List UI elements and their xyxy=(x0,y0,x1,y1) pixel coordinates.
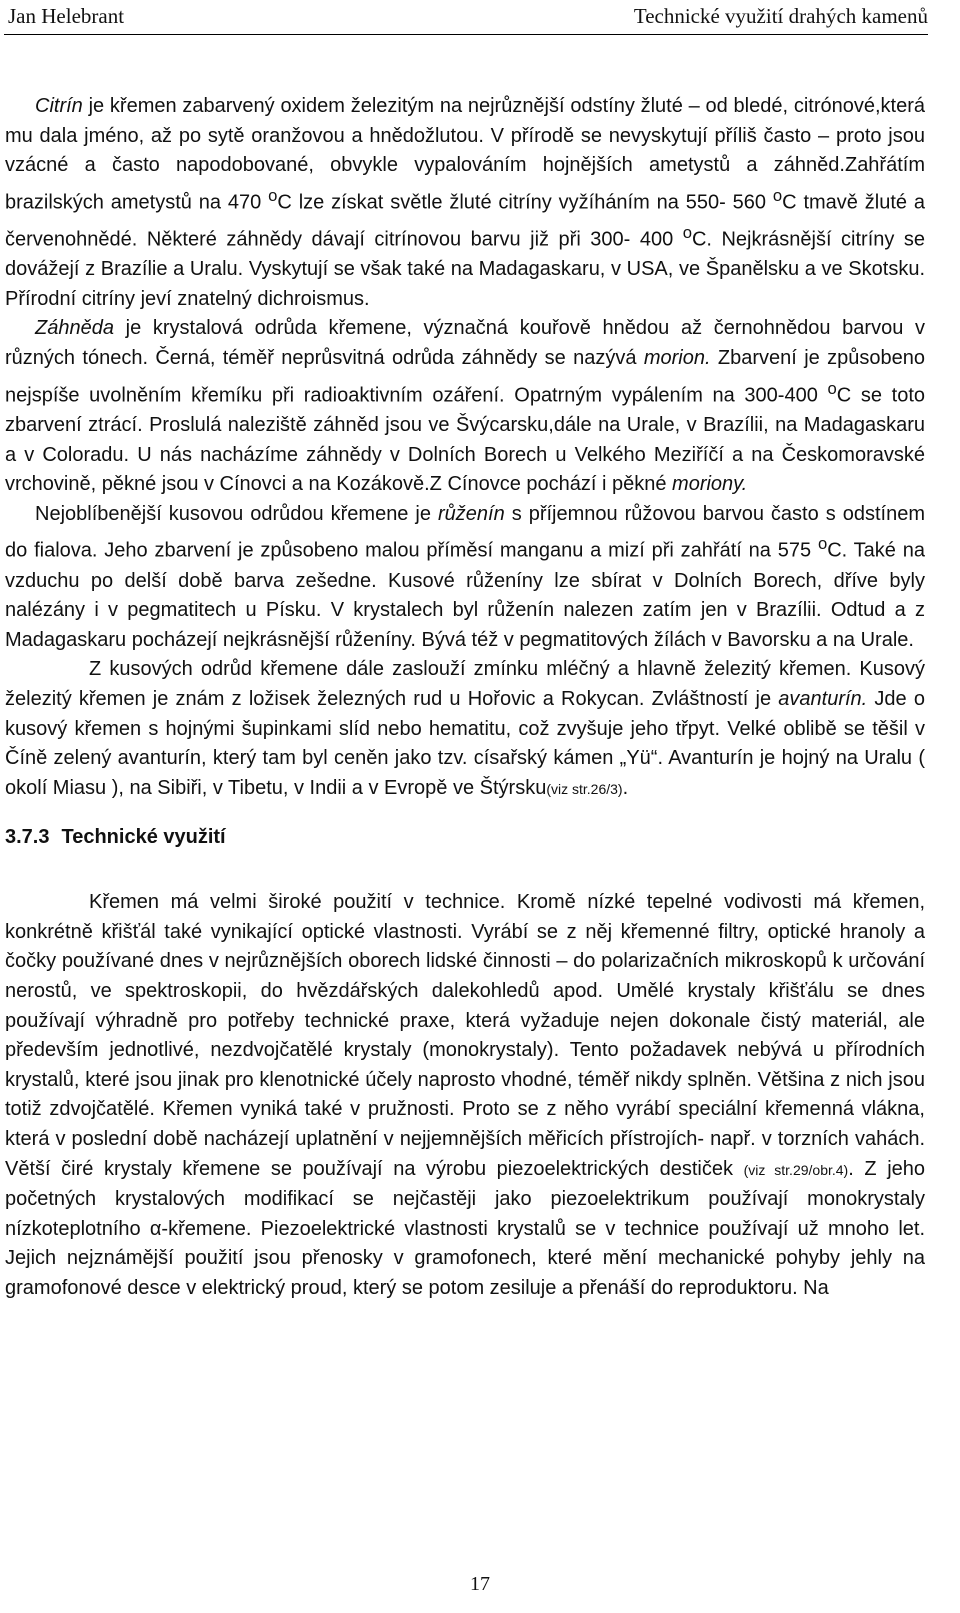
paragraph-text: Zbarvení je způsobeno nejspíše uvolněním křemíku při radioaktivním ozáření. Opatrným vypálením na 300-400 xyxy=(5,347,925,407)
degree-mark: o xyxy=(682,223,692,243)
paragraph-citrin xyxy=(5,92,925,314)
paragraph-text: je krystalová odrůda křemene, význačná kouřově hnědou až černohnědou barvou v různých tónech. Černá, téměř neprůsvitná odrůda záhnědy se nazývá xyxy=(5,317,925,370)
term-avanturin: avanturín. xyxy=(778,687,868,710)
page-number: 17 xyxy=(470,1573,490,1595)
paragraph-zahneda xyxy=(5,314,925,499)
spacer xyxy=(5,804,925,822)
paragraph-text: C se toto zbarvení ztrácí. Proslulá naleziště záhněd jsou ve Švýcarsku,dále na Urale, v Brazílii, na Madagaskaru a v Coloradu. U nás nacházíme záhnědy v Dolních Borech u Velkého Meziříčí a na Českomoravské vrchovině, pěkné jsou v Cínovci a na Kozákově.Z Cínovce pochází i pěkné xyxy=(5,384,926,496)
term-moriony: moriony. xyxy=(672,473,748,496)
header-author: Jan Helebrant xyxy=(8,4,125,28)
paragraph-text: C. Nejkrásnější citríny se dovážejí z Brazílie a Uralu. Vyskytují se však také na Madagaskaru, v USA, ve Španělsku a ve Skotsku. Přírodní citríny jeví znatelný dichroismus. xyxy=(5,228,926,310)
cross-reference: (viz str.29/obr.4) xyxy=(743,1161,849,1178)
cross-reference: (viz str.26/3) xyxy=(546,780,623,797)
paragraph-text: je křemen zabarvený oxidem železitým na nejrůznější odstíny žluté – od bledé, citrónové,která mu dala jméno, až po sytě oranžovou a hnědožlutou. V přírodě se nevyskytují příliš často – proto jsou vzácné a často napodobované, obvykle vypalováním hojnějších ametystů a záhněd.Zahřátím brazilských ametystů na 470 xyxy=(5,95,925,214)
term-citrin: Citrín xyxy=(35,95,83,117)
document-body xyxy=(5,92,925,1304)
spacer xyxy=(5,870,925,888)
paragraph-text: Nejoblíbenější kusovou odrůdou křemene je xyxy=(35,502,438,525)
degree-mark: o xyxy=(827,378,837,398)
section-number: 3.7.3 xyxy=(5,826,50,849)
page-header xyxy=(8,4,928,36)
paragraph-text: . xyxy=(622,776,629,799)
term-zahneda: Záhněda xyxy=(35,317,114,340)
paragraph-text: s příjemnou růžovou barvou často s odstínem do fialova. Jeho zbarvení je způsobeno malou příměsí manganu a mizí při zahřátí na 575 xyxy=(5,502,925,562)
paragraph-text: Jde o kusový křemen s hojnými šupinkami slíd nebo hematitu, což zvyšuje jeho třpyt. Velké oblibě se těšil v Číně zelený avanturín, který tam byl ceněn jako tzv. císařský kámen „Yü“. Avanturín je hojný na Uralu ( okolí Miasu ), na Sibiři, v Tibetu, v Indii a v Evropě ve Štýrsku xyxy=(5,687,925,799)
section-title: Technické využití xyxy=(61,826,226,849)
paragraph-text: . Z jeho početných krystalových modifikací se nejčastěji jako piezoelektrikum používají monokrystaly nízkoteplotního α-křemene. Piezoelektrické vlastnosti krystalů se v technice používají už mnoho let. Jejich nejznámější použití jsou přenosky v gramofonech, které mění mechanické pohyby jehly na gramofonové desce v elektrický proud, který se potom zesiluje a přenáší do reproduktoru. Na xyxy=(5,1157,926,1299)
paragraph-technicke-vyuziti xyxy=(5,888,925,1303)
paragraph-kusove-odrudy xyxy=(5,655,925,804)
paragraph-text: Křemen má velmi široké použití v technice. Kromě nízké tepelné vodivosti má křemen, konkrétně křišťál také vynikající optické vlastnosti. Vyrábí se z něj křemenné filtry, optické hranoly a čočky používané dnes v nejrůznějších oborech lidské činnosti – do polarizačních mikroskopů k určování nerostů, ve spektroskopii, do hvězdářských dalekohledů apod. Umělé krystaly křišťálu se dnes používají výhradně pro potřeby technické praxe, která vyžaduje nejen dokonale čistý materiál, ale především jednotlivé, nezdvojčatělé krystaly (monokrystaly). Tento požadavek nebývá u přírodních krystalů, které jsou jinak pro klenotnické účely naprosto vhodné, téměř nikdy splněn. Většina z nich jsou totiž zdvojčatělé. Křemen vyniká také v pružnosti. Proto se z něho vyrábí speciální křemenná vlákna, která v poslední době nacházejí uplatnění v nejjemnějších měřicích přístrojích- např. v torzních vahách. Větší čiré krystaly křemene se používají na výrobu piezoelektrických destiček xyxy=(5,891,925,1180)
paragraph-ruzenin xyxy=(5,500,925,656)
degree-mark: o xyxy=(772,185,783,205)
paragraph-text: C tmavě žluté a červenohnědé. Některé záhnědy dávají citrínovou barvu již při 300- 400 xyxy=(5,191,925,251)
spacer xyxy=(5,852,925,870)
degree-mark: o xyxy=(817,534,828,554)
term-morion: morion. xyxy=(643,347,711,370)
paragraph-text: Z kusových odrůd křemene dále zaslouží zmínku mléčný a hlavně železitý křemen. Kusový železitý křemen je znám z ložisek železných rud u Hořovic a Rokycan. Zvláštností je xyxy=(5,658,925,710)
header-rule xyxy=(4,34,928,35)
paragraph-text: C. Také na vzduchu po delší době barva zešedne. Kusové růženíny lze sbírat v Dolních Borech, dříve byly nalézány i v pegmatitech u Písku. V krystalech byl růženín nalezen zatím jen v Brazílii. Odtud a z Madagaskaru pocházejí nejkrásnější růženíny. Bývá též v pegmatitových žílách v Bavorsku a na Urale. xyxy=(5,539,925,651)
paragraph-text: C lze získat světle žluté citríny vyžíháním na 550- 560 xyxy=(277,191,773,214)
header-title: Technické využití drahých kamenů xyxy=(633,4,928,28)
degree-mark: o xyxy=(268,185,278,205)
section-heading xyxy=(5,822,925,852)
term-ruzenin: růženín xyxy=(438,502,505,525)
